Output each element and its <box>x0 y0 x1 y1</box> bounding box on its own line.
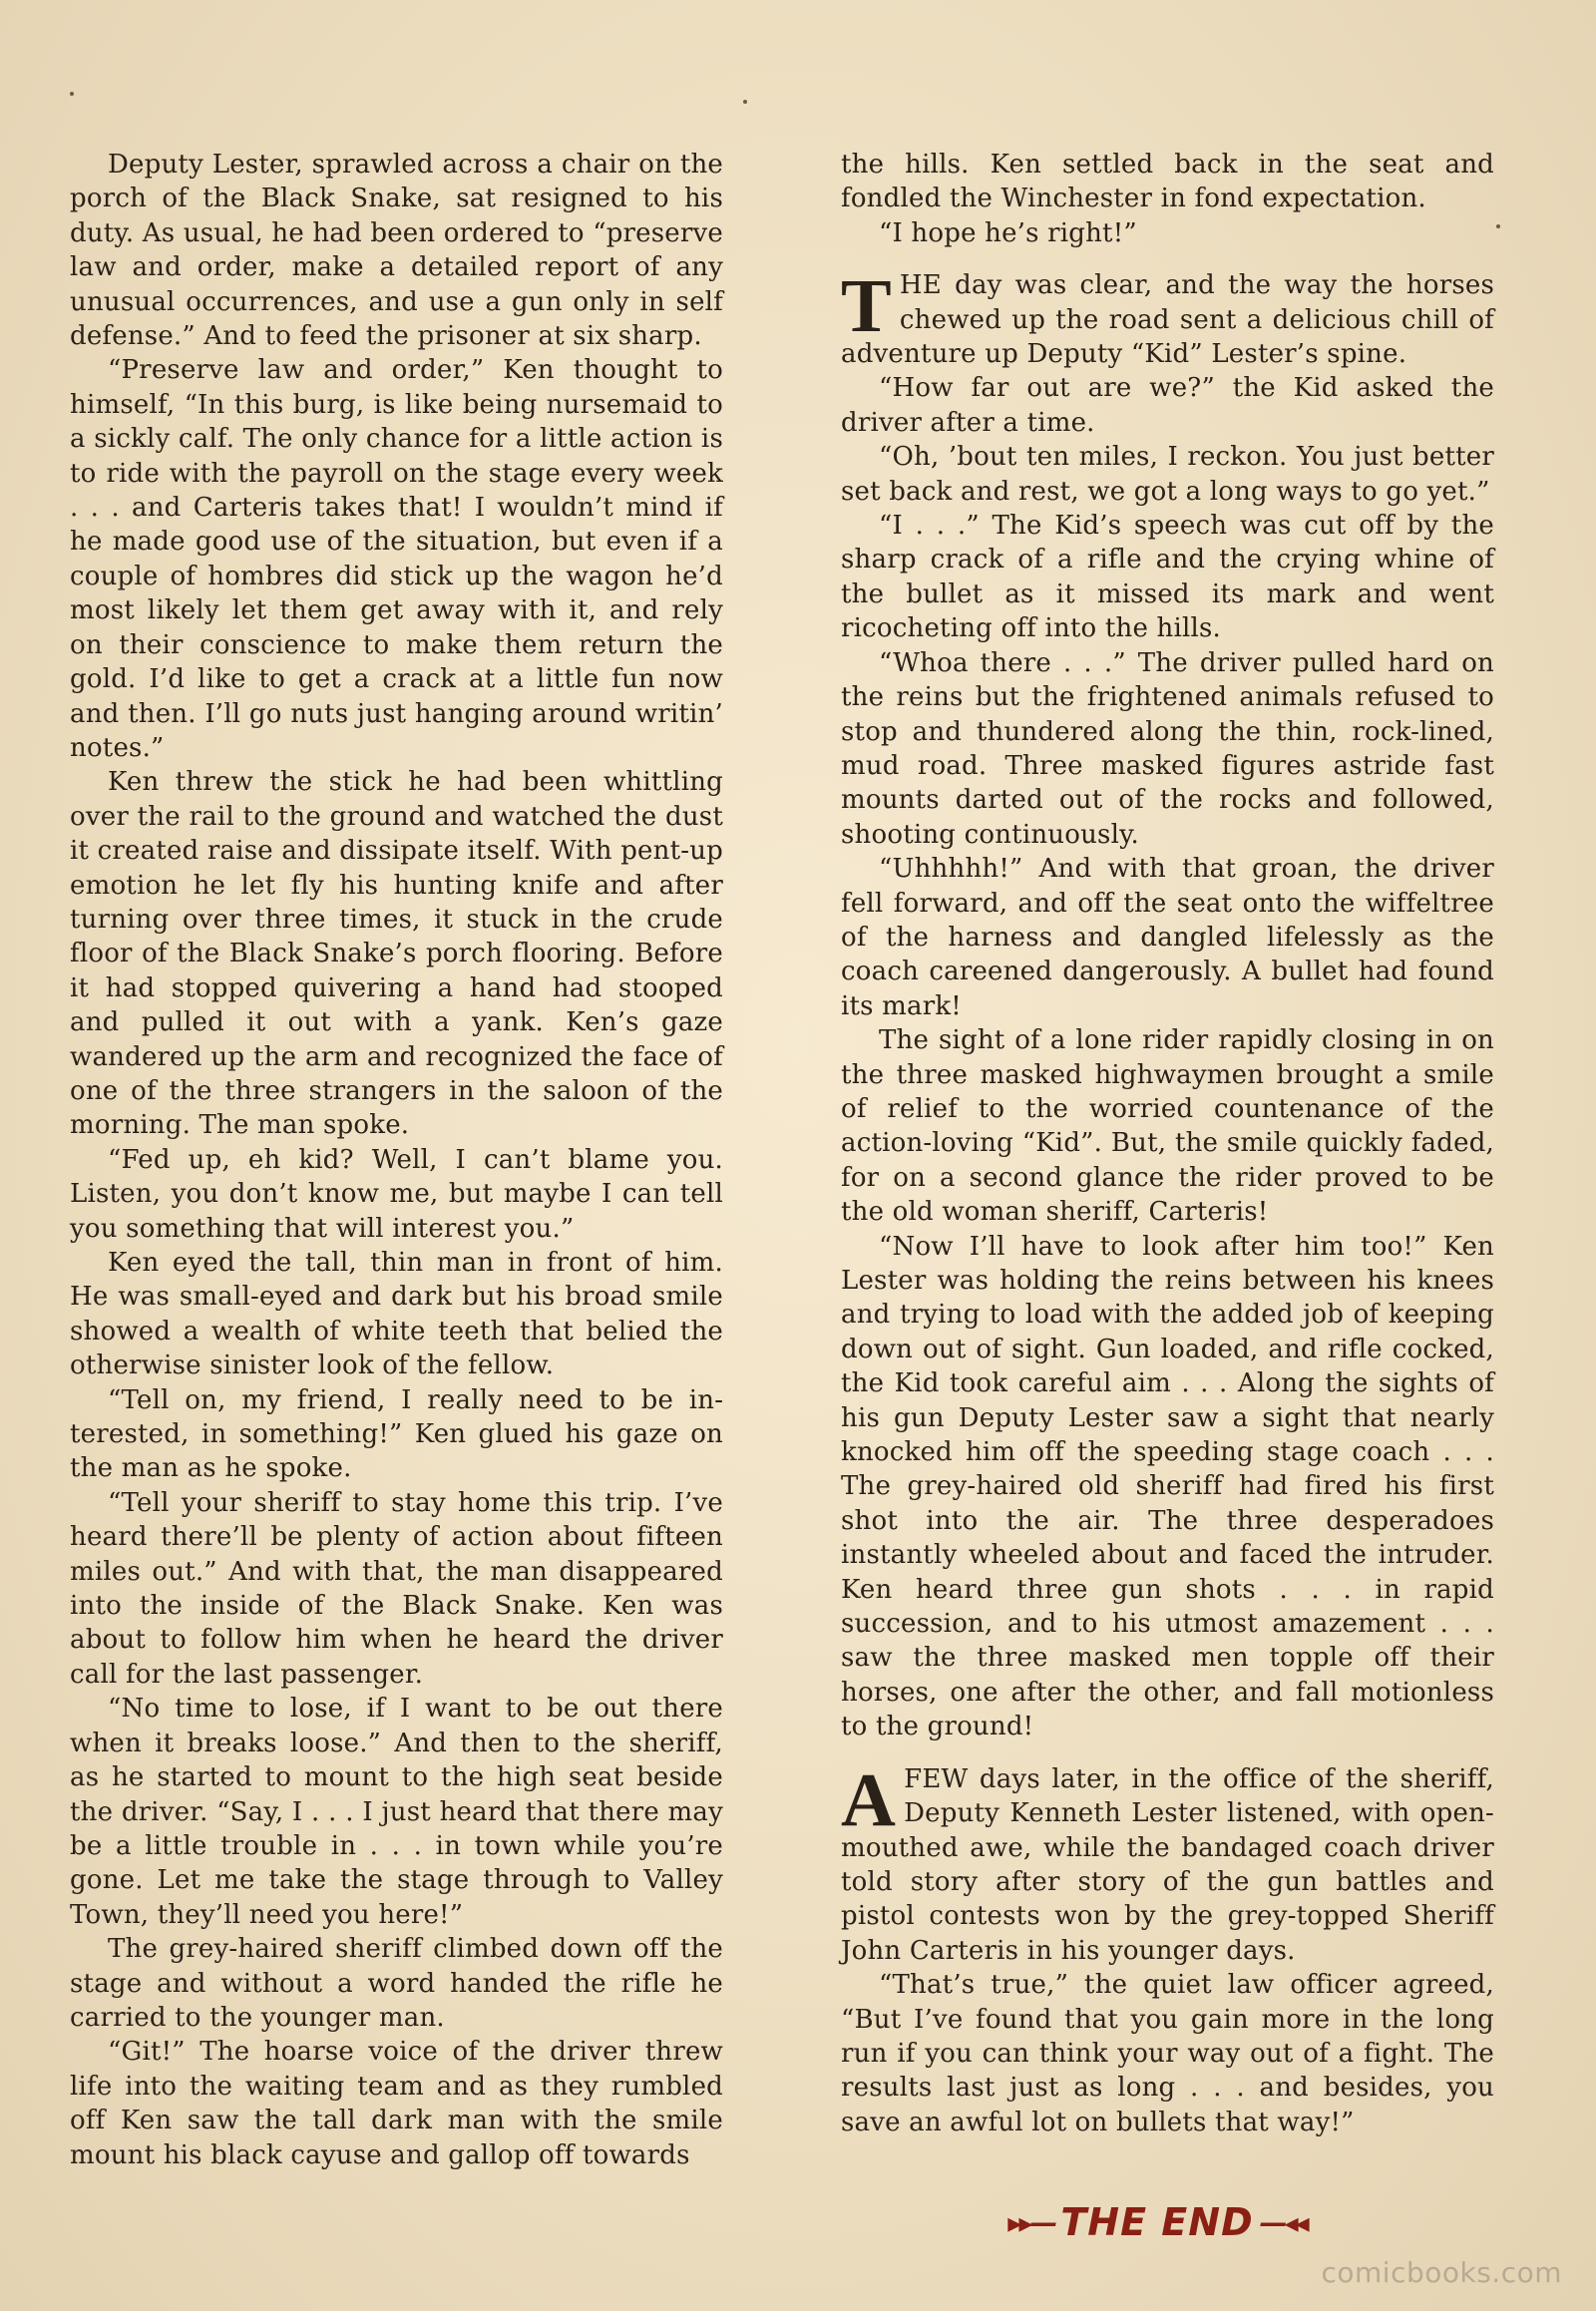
paragraph: Deputy Lester, sprawled across a chair on the porch of the Black Snake, sat resigned to his duty. As usual, he had been ordered to “preserve law and order, make a detailed report of any unusual occurrences, and use a gun only in self defense.” And to feed the prisoner at six sharp. <box>70 150 723 352</box>
paragraph: “Fed up, eh kid? Well, I can’t blame you. Listen, you don’t know me, but maybe I can tell you something that will interest you.” <box>70 1144 723 1244</box>
flourish-left-icon: ▸▸— <box>1007 2205 1055 2239</box>
drop-cap-letter: T <box>841 264 892 349</box>
flourish-right-icon: —◂◂ <box>1259 2205 1307 2239</box>
paragraph: The sight of a lone rider rapidly closing in on the three masked highwaymen brought a smile of relief to the worried countenance of the action-loving “Kid”. But, the smile quickly faded, for on a second glance the rider proved to be the old woman sheriff, Carteris! <box>841 1025 1494 1228</box>
paragraph: “Oh, ’bout ten miles, I reckon. You just better set back and rest, we got a long ways to go yet.” <box>841 442 1494 507</box>
paragraph: “Preserve law and order,” Ken thought to himself, “In this burg, is like being nursemaid to a sickly calf. The only chance for a little action is to ride with the payroll on the stage every week . . . and Carteris takes that! I wouldn’t mind if he made good use of the situation, but even if a couple of hombres did stick up the wagon he’d most likely let them get away with it, and rely on their conscience to make them return the gold. I’d like to get a crack at a little fun now and then. I’ll go nuts just hanging around writin’ notes.” <box>70 355 723 763</box>
watermark: comicbooks.com <box>1321 2256 1562 2289</box>
paragraph: “Whoa there . . .” The driver pulled hard on the reins but the frightened animals refused to stop and thundered along the thin, rock-lined, mud road. Three masked figures astride fast mounts darted out of the rocks and followed, shooting continuously. <box>841 647 1494 850</box>
paragraph: “Now I’ll have to look after him too!” Ken Lester was holding the reins between his knees and trying to load with the added job of keeping down out of sight. Gun loaded, and rifle cocked, the Kid took careful aim . . . Along the sights of his gun Deputy Lester saw a sight that nearly knocked him off the speeding stage coach . . . The grey-haired old sheriff had fired his first shot into the air. The three desperadoes instantly wheeled about and faced the intruder. Ken heard three gun shots . . . in rapid succession, and to his utmost amazement . . . saw the three masked men topple off their horses, one after the other, and fall motionless to the ground! <box>841 1231 1494 1742</box>
section-opening-text: FEW days later, in the office of the sheriff, Deputy Kenneth Lester listened, with open-mouthed awe, while the bandaged coach driver told story after story of the gun battles and pistol contests won by the grey-topped Sheriff John Carteris in his younger days. <box>841 1763 1494 1966</box>
paragraph: the hills. Ken settled back in the seat and fondled the Winchester in fond expectation. <box>841 150 1494 214</box>
print-speck <box>1496 224 1500 228</box>
section-opening-text: HE day was clear, and the way the horses chewed up the road sent a delicious chill of adventure up Deputy “Kid” Lester’s spine. <box>841 270 1494 370</box>
paragraph: “Git!” The hoarse voice of the driver threw life into the waiting team and as they rumbled off Ken saw the tall dark man with the smile mount his black cayuse and gallop off towards <box>70 2037 723 2170</box>
print-speck <box>743 100 747 104</box>
paragraph: Ken threw the stick he had been whittling over the rail to the ground and watched the dust it created raise and dissipate itself. With pent-up emotion he let fly his hunting knife and after turning over three times, it stuck in the crude floor of the Black Snake’s porch flooring. Before it had stopped quivering a hand had stooped and pulled it out with a yank. Ken’s gaze wandered up the arm and recognized the face of one of the three strangers in the saloon of the morning. The man spoke. <box>70 767 723 1141</box>
right-text-column <box>841 148 1494 2139</box>
paragraph: “That’s true,” the quiet law officer agreed, “But I’ve found that you gain more in the long run if you can think your way out of a fight. The results last just as long . . . and besides, you save an awful lot on bullets that way!” <box>841 1970 1494 2137</box>
the-end-banner <box>938 2194 1377 2250</box>
print-speck <box>70 92 74 96</box>
paragraph: Ken eyed the tall, thin man in front of him. He was small-eyed and dark but his broad smile showed a wealth of white teeth that belied the otherwise sinister look of the fellow. <box>70 1248 723 1381</box>
paragraph: “I . . .” The Kid’s speech was cut off by the sharp crack of a rifle and the crying whine of the bullet as it missed its mark and went ricocheting off into the hills. <box>841 511 1494 644</box>
section-opening-paragraph <box>841 264 1494 371</box>
paragraph: “How far out are we?” the Kid asked the driver after a time. <box>841 373 1494 438</box>
the-end-text: THE END <box>1060 2200 1254 2244</box>
paragraph: “I hope he’s right!” <box>879 217 1137 248</box>
paragraph: The grey-haired sheriff climbed down off the stage and without a word handed the rifle he carried to the younger man. <box>70 1934 723 2033</box>
paragraph: “Uhhhhh!” And with that groan, the driver fell forward, and off the seat onto the wiffeltree of the harness and dangled lifelessly as the coach careened dangerously. A bullet had found its mark! <box>841 854 1494 1021</box>
paragraph: “Tell your sheriff to stay home this trip. I’ve heard there’ll be plenty of action about fifteen miles out.” And with that, the man disappeared into the inside of the Black Snake. Ken was about to follow him when he heard the driver call for the last passenger. <box>70 1487 723 1690</box>
drop-cap-letter: A <box>841 1757 897 1842</box>
section-opening-paragraph <box>841 1757 1494 1968</box>
left-text-column <box>70 148 723 2172</box>
paragraph: “Tell on, my friend, I really need to be interested, in something!” Ken glued his gaze on the man as he spoke. <box>70 1384 723 1484</box>
paragraph: “No time to lose, if I want to be out there when it breaks loose.” And then to the sheriff, as he started to mount to the high seat beside the driver. “Say, I . . . I just heard that there may be a little trouble in . . . in town while you’re gone. Let me take the stage through to Valley Town, they’ll need you here!” <box>70 1694 723 1930</box>
